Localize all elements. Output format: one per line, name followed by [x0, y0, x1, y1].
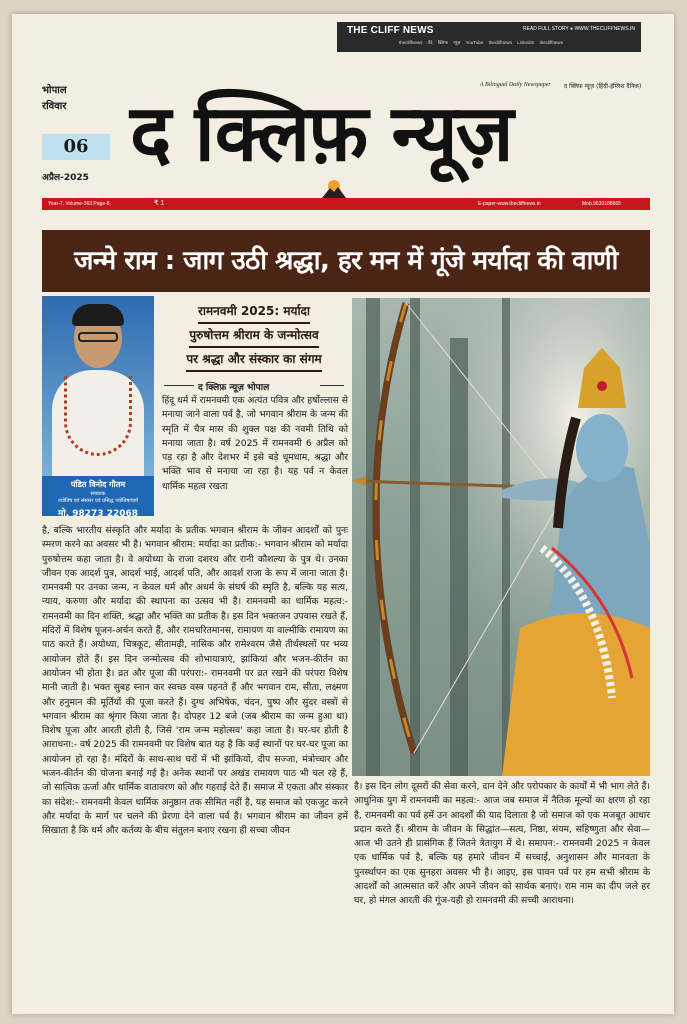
- byline-rule: [164, 385, 194, 386]
- author-role-detail: ज्योतिष एवं संस्कार एवं प्रसिद्ध ज्योतिषाचार्य: [58, 498, 138, 504]
- author-name: पंडित विनोद गौतम: [70, 480, 126, 489]
- sub-headline: [164, 300, 344, 372]
- sub-headline-line: पुरुषोत्तम श्रीराम के जन्मोत्सव: [189, 324, 318, 348]
- article-text-top: हिंदू धर्म में रामनवमी एक अत्यंत पवित्र और हर्षोल्लास से मनाया जाने वाला पर्व है, जो भगवान श्रीराम के जन्म की स्मृति में चैत्र मास की शुक्ल पक्ष की नवमी तिथि को मनाया जाता है। वर्ष 2025 में रामनवमी 6 अप्रैल को पड़ रहा है और देशभर में इसे बड़े धूमधाम, श्रद्धा और भक्ति भाव से मनाया जा रहा है। यह पर्व न केवल धार्मिक महत्व रखता: [162, 395, 348, 492]
- top-banner-brand: THE CLIFF NEWS: [347, 25, 434, 36]
- author-namecard: [42, 476, 154, 519]
- epaper-link[interactable]: E-paper-www.thecliffnews.in: [478, 201, 541, 207]
- author-phone: मो. 98273 22068: [57, 509, 139, 519]
- author-role: संचालक: [90, 491, 106, 497]
- article-text-right: है। इस दिन लोग दूसरों की सेवा करने, दान देने और परोपकार के कार्यों में भी भाग लेते हैं। आधुनिक युग में रामनवमी का महत्व:- आज जब समाज में नैतिक मूल्यों का क्षरण हो रहा है, रामनवमी का पर्व हमें उन आदर्शों की याद दिलाता है जो समाज को एक मजबूत आधार प्रदान करते हैं। श्रीराम के जीवन के सिद्धांत—सत्य, निष्ठा, संयम, सहिष्णुता और सेवा—आज भी उतने ही प्रासंगिक हैं जितने त्रेतायुग में थे। समापन:- रामनवमी 2025 न केवल एक धार्मिक पर्व है, बल्कि यह हमारे जीवन में सच्चाई, अनुशासन और मानवता के पुनर्स्थापन का एक सुनहरा अवसर भी है। आइए, इस पावन पर्व पर हम सभी श्रीराम के आदर्शों को आत्मसात करें और अपने जीवन को सार्थक बनाएं। राम नाम का दीप जले हर घर, हो मंगल आरती की गूंज-यही हो रामनवमी की सच्ची आराधना।: [354, 781, 650, 907]
- social-handles: thecliffnews /दि क्लिफ न्यूज़ YouTube thecliffnews LinkedIn thecliffnews: [399, 40, 563, 45]
- issue-number: Year-7, Volume-363 Page-8,: [48, 201, 111, 207]
- byline-rule: [320, 385, 344, 386]
- bilingual-tagline: A Bilingual Daily Newspaper: [480, 82, 551, 88]
- sub-headline-line: रामनवमी 2025: मर्यादा: [198, 300, 310, 324]
- masthead-title: द क्लिफ़ न्यूज़: [130, 89, 512, 179]
- lord-rama-illustration: [352, 298, 650, 776]
- article-text-main: है, बल्कि भारतीय संस्कृति और मर्यादा के प्रतीक भगवान श्रीराम के जीवन आदर्शों को पुनः स्मरण करने का अवसर भी है। भगवान श्रीराम: मर्यादा का प्रतीक:- भगवान श्रीराम को मर्यादा पुरुषोत्तम कहा जाता है। वे अयोध्या के राजा दशरथ और रानी कौशल्या के पुत्र थे। उनका जीवन एक आदर्श पुत्र, आदर्श भाई, आदर्श पति, और आदर्श राजा के रूप में जाना जाता है। रामनवमी पर उनका जन्म, न केवल धर्म और अधर्म के संघर्ष की स्मृति है, बल्कि यह सत्य, न्याय, करुणा और मर्यादा की स्थापना का उत्सव भी है। रामनवमी का धार्मिक महत्व:- रामनवमी का दिन शक्ति, श्रद्धा और भक्ति का प्रतीक है। इस दिन भक्तजन उपवास रखते हैं, मंदिरों में विशेष पूजन-अर्चन करते हैं, और रामचरितमानस, रामायण या वाल्मीकि रामायण का पाठ करते हैं। अयोध्या, चित्रकूट, सीतामढ़ी, नासिक और रामेश्वरम जैसे तीर्थस्थलों पर भव्य आयोजन होते हैं। इस दिन जन्मोत्सव की शोभायात्राएं, झांकियां और भजन-कीर्तन का आयोजन भी होता है। व्रत और पूजा की परंपरा:- रामनवमी पर व्रत रखने की परंपरा विशेष मानी जाती है। भक्त सुबह स्नान कर स्वच्छ वस्त्र पहनते हैं और भगवान राम, सीता, लक्ष्मण और हनुमान की मूर्तियों की पूजा करते हैं। दुग्ध अभिषेक, चंदन, पुष्प और सुंदर वस्त्रों से भगवान श्रीराम का श्रृंगार किया जाता है। दोपहर 12 बजे (जब श्रीराम का जन्म हुआ था) विशेष पूजा और आरती होती है, जिसे 'राम जन्म महोत्सव' कहा जाता है। घर-घर होती है आराधना:- वर्ष 2025 की रामनवमी पर विशेष बात यह है कि कई स्थानों पर घर-घर पूजा का आयोजन हो रहा है। मंदिरों के साथ-साथ घरों में भी झांकियों, दीप सज्जा, मंत्रोच्चार और भजन-कीर्तन की योजना बनाई गई है। अनेक स्थानों पर अखंड रामायण पाठ भी चल रहे हैं, जो सात्विक ऊर्जा और धार्मिक वातावरण को और गहराई देते हैं। समाज में एकता और संस्कार का संदेश:- रामनवमी केवल धार्मिक अनुष्ठान तक सीमित नहीं है, यह समाज को एकजुट करने और मर्यादा के मार्ग पर चलने की प्रेरणा देने वाला पर्व है। भगवान श्रीराम का जीवन हमें सिखाता है कि धर्म और कर्तव्य के बीच संतुलन बनाए रखना ही सच्चा जीवन: [42, 525, 348, 837]
- main-headline: जन्मे राम : जाग उठी श्रद्धा, हर मन में गूंजे मर्यादा की वाणी: [42, 230, 650, 292]
- mountain-sun-logo-icon: [322, 178, 346, 198]
- author-photo: [42, 296, 154, 476]
- edition-month-year: अप्रैल-2025: [42, 173, 89, 183]
- top-banner: [337, 22, 641, 52]
- byline: द क्लिफ़ न्यूज़ भोपाल: [198, 383, 270, 393]
- issue-price: ₹ 1: [154, 200, 165, 207]
- edition-day: रविवार: [42, 101, 67, 112]
- edition-city: भोपाल: [42, 85, 67, 96]
- issue-info-band: [42, 198, 650, 210]
- edition-date: 06: [42, 134, 110, 160]
- mobile-number: Mob.9630188665: [582, 201, 621, 207]
- sub-headline-line: पर श्रद्धा और संस्कार का संगम: [186, 348, 321, 372]
- hindi-subname: द क्लिफ़ न्यूज़ (हिंदी-इंग्लिश दैनिक): [564, 83, 642, 90]
- top-banner-read: READ FULL STORY ● WWW.THECLIFFNEWS.IN: [522, 26, 635, 32]
